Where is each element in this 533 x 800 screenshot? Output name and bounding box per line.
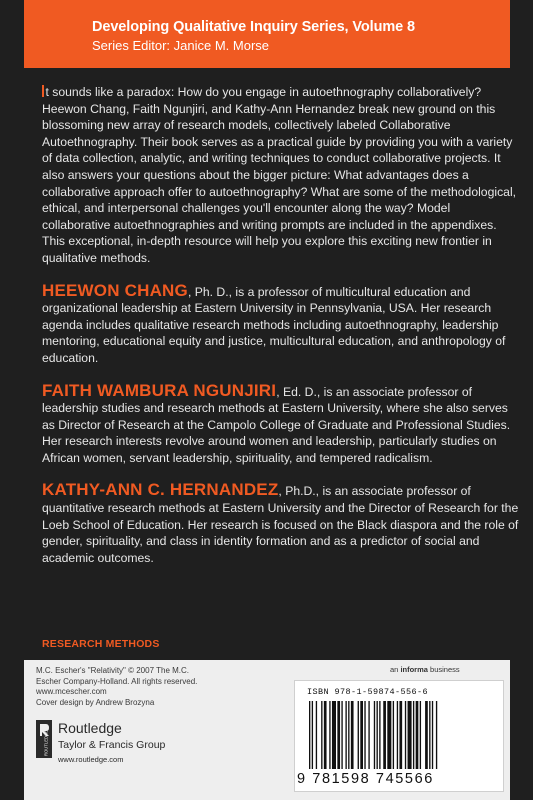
author-bio-text: , Ph. D., is a professor of multicultural education and organizational leadership at Eastern University in Pennsylvania, USA. Her research agenda includes qualitative research methods including autoethnography, leadership mentoring, educational equity and justice, multicultural education, and anthropology of education.: [42, 284, 506, 365]
author-bio-text: , Ph.D., is an associate professor of quantitative research methods at Eastern University and the Director of Research for the Loeb School of Education. Her research is focused on the Black diaspora and the role of gender, spirituality, and class in identity formation and as a predictor of social and academic outcomes.: [42, 484, 519, 565]
author-bio-ngunjiri: [42, 380, 520, 467]
isbn-text: ISBN 978-1-59874-556-6: [307, 687, 429, 697]
barcode-bar: [379, 701, 380, 769]
barcode-bar: [312, 701, 313, 769]
barcode-bar: [360, 701, 363, 769]
barcode-bar: [364, 701, 365, 769]
publisher-panel: [24, 660, 510, 800]
book-description: [42, 84, 520, 267]
barcode-bar: [332, 701, 336, 769]
barcode-bar: [399, 701, 402, 769]
publisher-url: www.routledge.com: [58, 755, 124, 764]
ean-digits: 9 781598 745566: [297, 771, 434, 787]
barcode-bar: [329, 701, 330, 769]
back-cover-text: [42, 84, 520, 566]
publisher-group: Taylor & Francis Group: [58, 739, 166, 751]
routledge-logo-icon: [36, 720, 52, 758]
barcode-bar: [377, 701, 378, 769]
barcode-bar: [345, 701, 346, 769]
series-editor: Series Editor: Janice M. Morse: [92, 38, 270, 53]
publisher-block: [36, 720, 236, 780]
author-name: FAITH WAMBURA NGUNJIRI: [42, 380, 277, 400]
art-credit: M.C. Escher's "Relativity" © 2007 The M.C. Escher Company-Holland. All rights reserved. www.mcescher.com: [36, 666, 198, 696]
barcode-bar: [429, 701, 430, 769]
dropcap-i: [42, 85, 44, 97]
barcode-bar: [351, 701, 354, 769]
author-name: KATHY-ANN C. HERNANDEZ: [42, 480, 279, 500]
barcode-bar: [348, 701, 349, 769]
logo-wordmark: ROUTLEDGE: [43, 729, 49, 756]
barcode-bar: [397, 701, 398, 769]
informa-brand: informa: [400, 665, 428, 674]
barcode-bar: [405, 701, 406, 769]
barcode-bar: [309, 701, 310, 769]
barcode-bar: [413, 701, 414, 769]
design-credit: Cover design by Andrew Brozyna: [36, 697, 155, 707]
barcode-bar: [316, 701, 317, 769]
barcode-box: [294, 680, 504, 792]
barcode-bar: [436, 701, 437, 769]
series-banner: [24, 0, 510, 68]
author-bio-hernandez: [42, 482, 520, 566]
subject-category: RESEARCH METHODS: [42, 638, 160, 650]
barcode-bar: [368, 701, 369, 769]
barcode-bar: [321, 701, 322, 769]
barcode-bar: [420, 701, 421, 769]
barcode-bar: [337, 701, 340, 769]
barcode-bar: [383, 701, 386, 769]
series-title: Developing Qualitative Inquiry Series, Volume 8: [92, 19, 415, 35]
author-bio-text: , Ed. D., is an associate professor of leadership studies and research methods at Eastern University, where she also serves as Director of Research at the Campolo College of Graduate and Professional Studies. Her research interests revolve around women and leadership, particularly studies on African women, servant leadership, spirituality, and tempered radicalism.: [42, 384, 511, 465]
barcode-bar: [432, 701, 433, 769]
cover-credits: [36, 666, 206, 708]
barcode-bar: [425, 701, 428, 769]
blurb-text: t sounds like a paradox: How do you engage in autoethnography collaboratively? Heewon Chang, Faith Ngunjiri, and Kathy-Ann Hernandez break new ground on this blossoming new array of research models, collectively labeled Collaborative Autoethnography. Their book serves as a practical guide by providing you with a variety of data collection, analytic, and writing techniques to conduct collaborative projects. It also answers your questions about the bigger picture: What advantages does a collaborative approach offer to autoethnography? What are some of the methodological, ethical, and interpersonal challenges you'll encounter along the way? Model collaborative autoethnographies and writing prompts are included in the appendixes. This exceptional, in-depth resource will help you explore this exciting new frontier in qualitative methods.: [42, 85, 517, 265]
barcode-bar: [393, 701, 394, 769]
barcode-bar: [324, 701, 327, 769]
barcode-bar: [408, 701, 412, 769]
author-bio-chang: [42, 280, 520, 367]
publisher-name: Routledge: [58, 720, 122, 736]
barcode-bar: [387, 701, 391, 769]
barcode-bar: [358, 701, 359, 769]
barcode-bar: [416, 701, 419, 769]
author-name: HEEWON CHANG: [42, 280, 188, 300]
informa-tagline: an informa business: [390, 665, 460, 674]
barcode-bar: [341, 701, 342, 769]
barcode-bar: [374, 701, 375, 769]
barcode-icon: [307, 701, 493, 769]
